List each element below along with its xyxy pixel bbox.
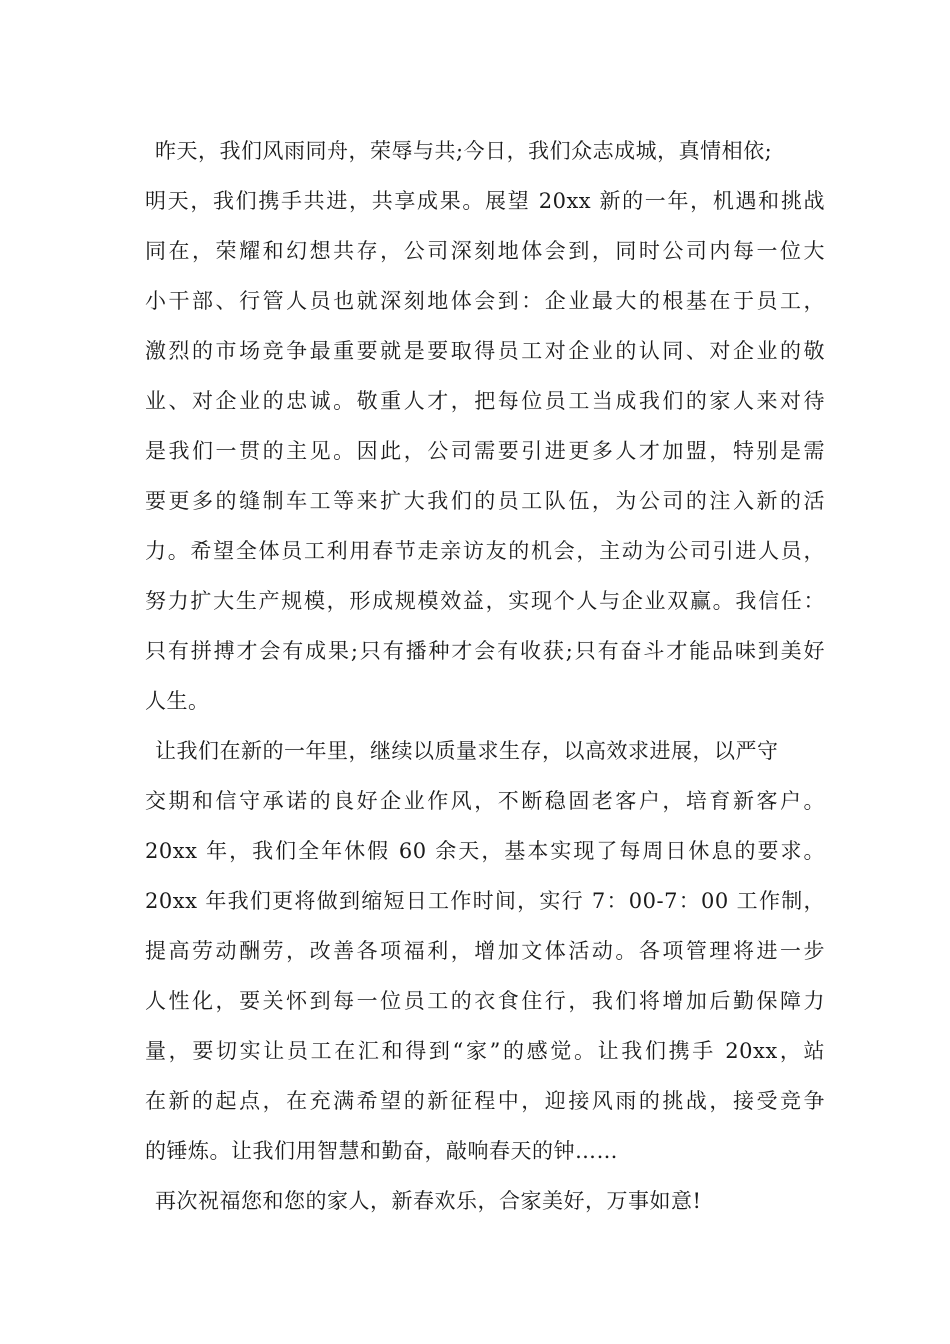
text-line: 交期和信守承诺的良好企业作风，不断稳固老客户，培育新客户。 xyxy=(145,789,825,813)
text-line: 力。希望全体员工利用春节走亲访友的机会，主动为公司引进人员， xyxy=(145,539,825,563)
text-line: 同在，荣耀和幻想共存，公司深刻地体会到，同时公司内每一位大 xyxy=(145,239,825,263)
text-line: 业、对企业的忠诚。敬重人才，把每位员工当成我们的家人来对待 xyxy=(145,389,825,413)
text-line: 明天，我们携手共进，共享成果。展望 20xx 新的一年，机遇和挑战 xyxy=(145,189,825,213)
text-line: 是我们一贯的主见。因此，公司需要引进更多人才加盟，特别是需 xyxy=(145,439,825,463)
text-line: 再次祝福您和您的家人，新春欢乐，合家美好，万事如意! xyxy=(155,1189,702,1213)
text-line: 的锤炼。让我们用智慧和勤奋，敲响春天的钟…… xyxy=(145,1139,618,1163)
text-line: 要更多的缝制车工等来扩大我们的员工队伍，为公司的注入新的活 xyxy=(145,489,825,513)
text-line: 人生。 xyxy=(145,689,210,713)
text-line: 提高劳动酬劳，改善各项福利，增加文体活动。各项管理将进一步 xyxy=(145,939,825,963)
text-line: 在新的起点，在充满希望的新征程中，迎接风雨的挑战，接受竞争 xyxy=(145,1089,825,1113)
text-line: 让我们在新的一年里，继续以质量求生存，以高效求进展，以严守 xyxy=(155,739,779,763)
text-line: 量，要切实让员工在汇和得到“家”的感觉。让我们携手 20xx，站 xyxy=(145,1039,825,1063)
text-line: 努力扩大生产规模，形成规模效益，实现个人与企业双赢。我信任： xyxy=(145,589,825,613)
text-line: 20xx 年我们更将做到缩短日工作时间，实行 7：00-7：00 工作制， xyxy=(145,889,825,913)
text-line: 20xx 年，我们全年休假 60 余天，基本实现了每周日休息的要求。 xyxy=(145,839,825,863)
text-line: 激烈的市场竞争最重要就是要取得员工对企业的认同、对企业的敬 xyxy=(145,339,825,363)
text-line: 人性化，要关怀到每一位员工的衣食住行，我们将增加后勤保障力 xyxy=(145,989,825,1013)
text-line: 小干部、行管人员也就深刻地体会到：企业最大的根基在于员工， xyxy=(145,289,825,313)
text-line: 昨天，我们风雨同舟，荣辱与共;今日，我们众志成城，真情相依; xyxy=(155,139,773,163)
text-line: 只有拼搏才会有成果;只有播种才会有收获;只有奋斗才能品味到美好 xyxy=(145,639,825,663)
